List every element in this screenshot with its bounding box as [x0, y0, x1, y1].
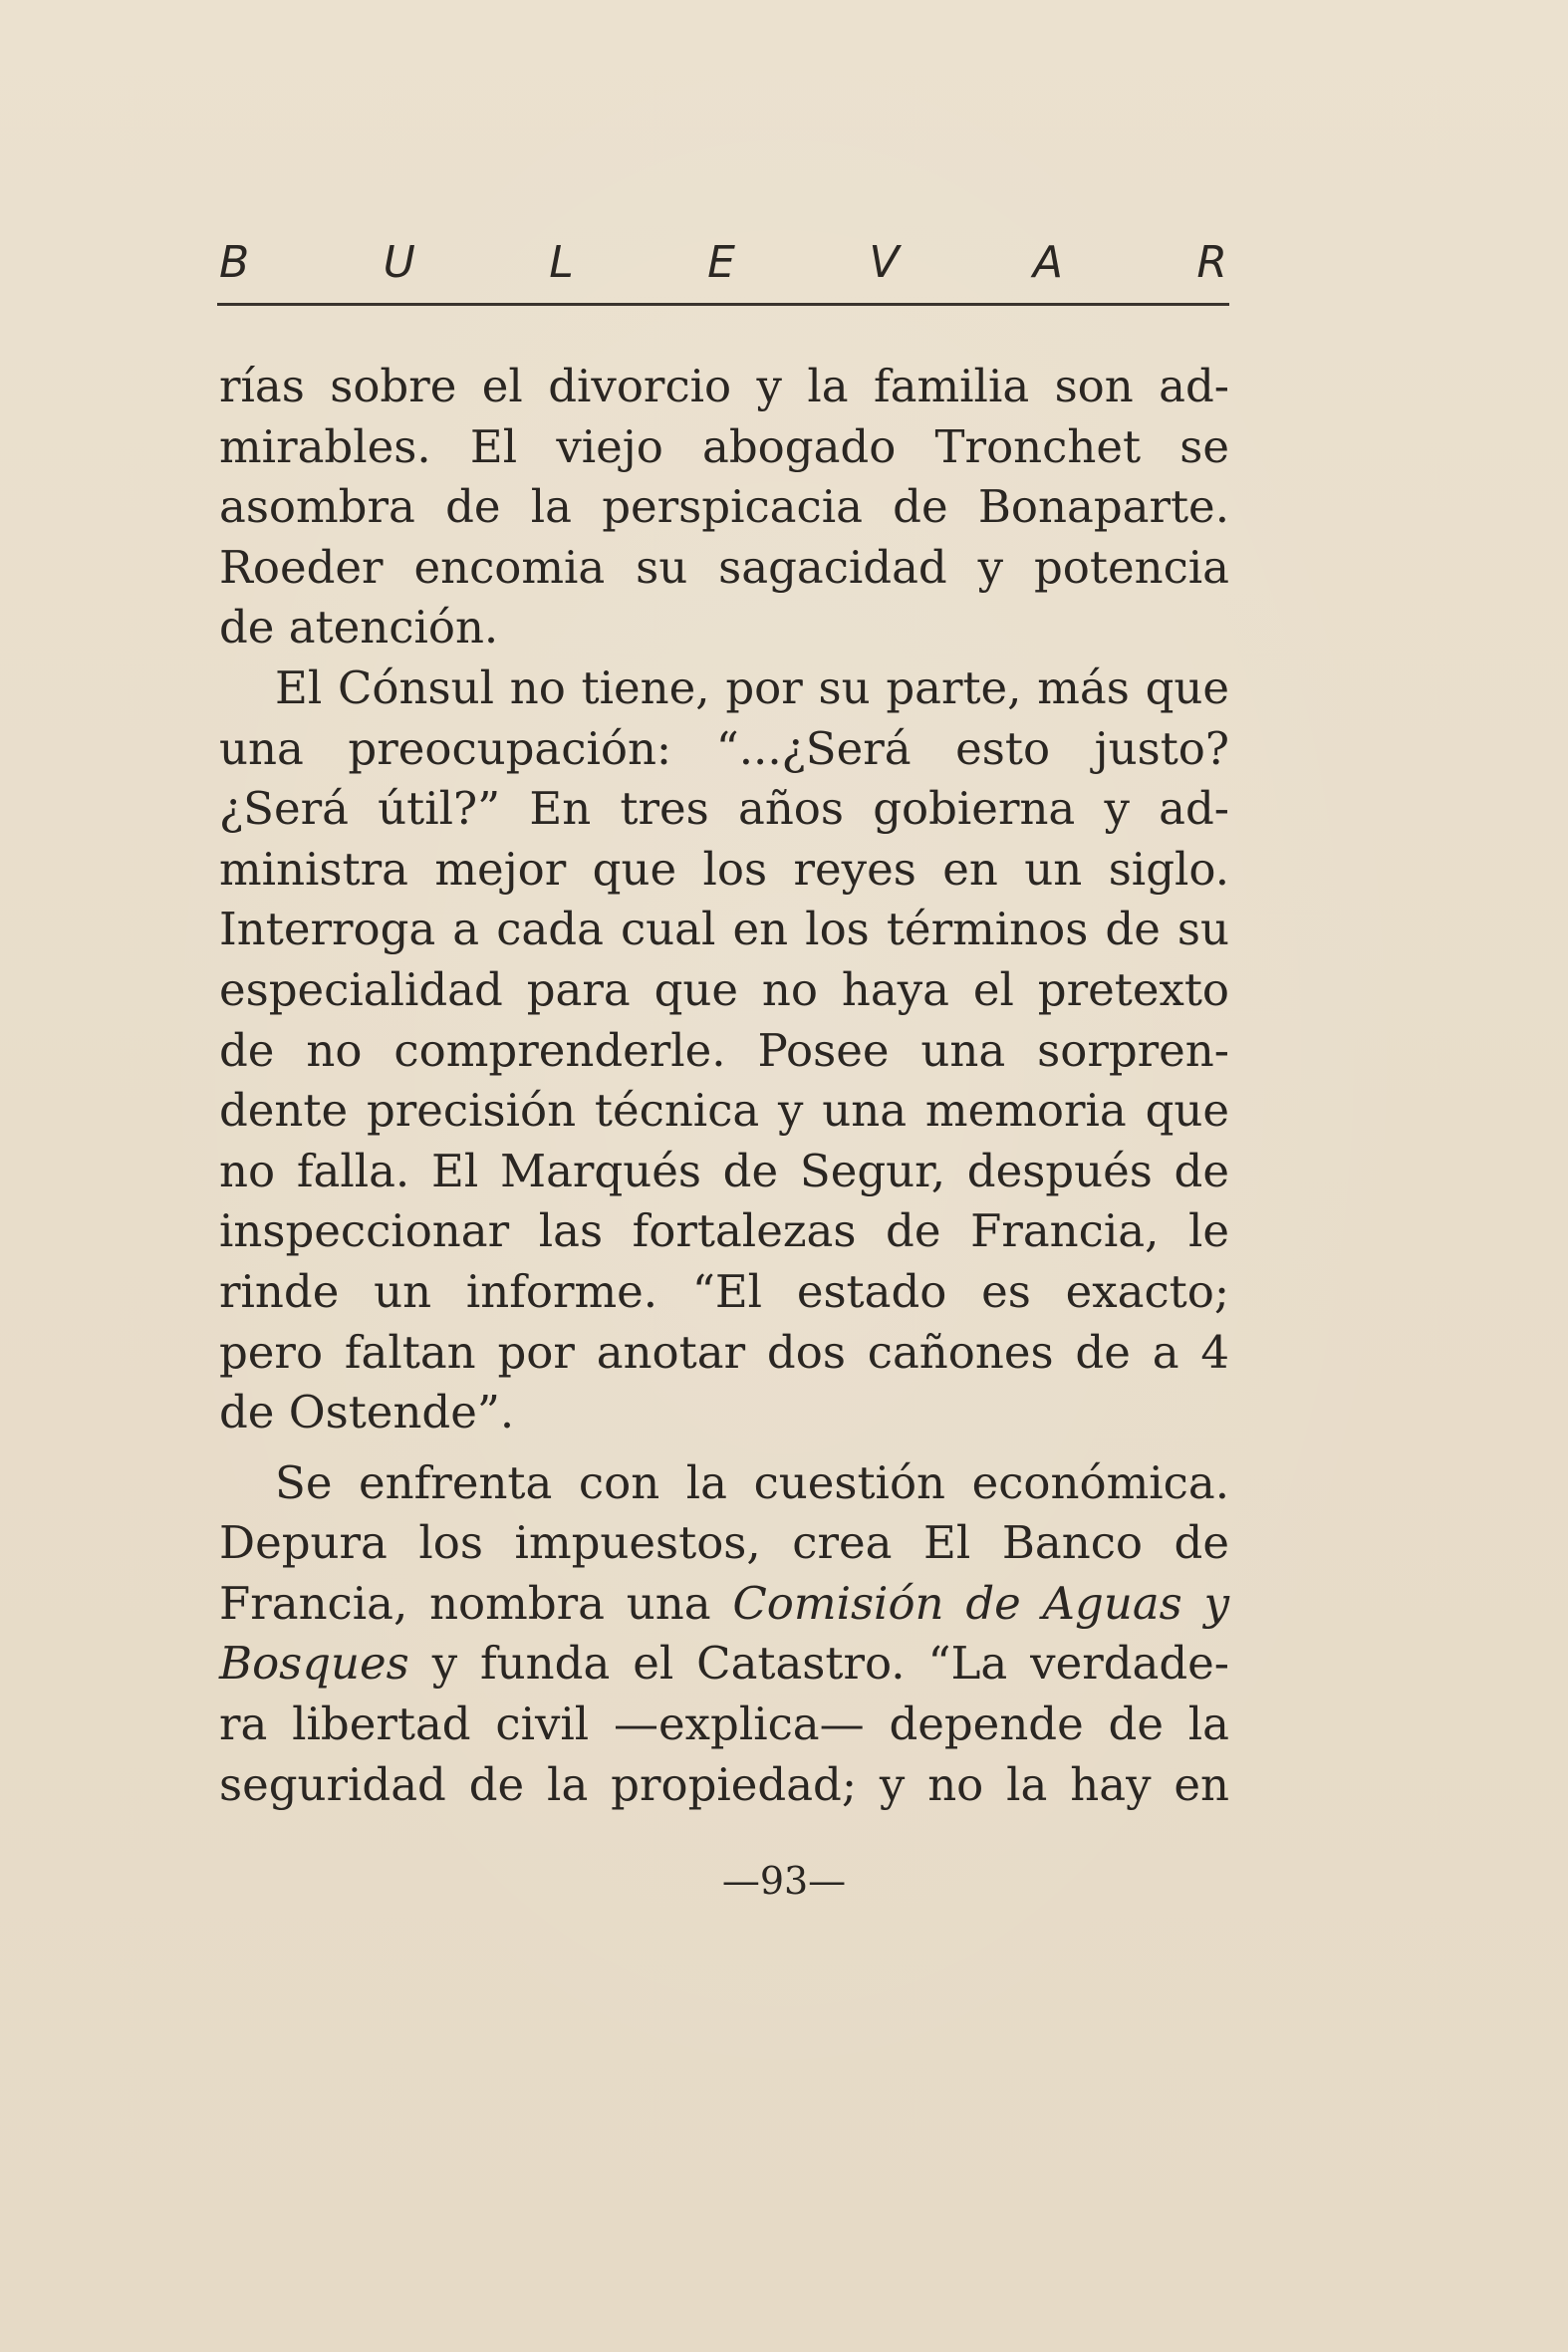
- text-line: [219, 1574, 1229, 1635]
- running-head-letter: R: [1196, 237, 1227, 288]
- text-line: Interroga a cada cual en los términos de su: [219, 903, 1229, 956]
- text-line: rías sobre el divorcio y la familia son ad-: [219, 360, 1229, 412]
- text-line: de atención.: [219, 601, 499, 654]
- running-head-letter: E: [707, 237, 735, 288]
- text-line: especialidad para que no haya el pretexto: [219, 962, 1229, 1016]
- header-rule: [217, 303, 1229, 306]
- text-line: mirables. El viejo abogado Tronchet se: [219, 419, 1229, 473]
- text-line: de Ostende”.: [219, 1386, 515, 1439]
- running-head: [219, 237, 1227, 288]
- text-line: Se enfrenta con la cuestión económica.: [275, 1455, 1229, 1509]
- text-line: Roeder encomia su sagacidad y potencia: [219, 540, 1229, 594]
- italic-title: Bosques: [219, 1637, 409, 1691]
- text-segment: y funda el Catastro. “La verdade-: [408, 1637, 1229, 1691]
- text-line: pero faltan por anotar dos cañones de a 4: [219, 1325, 1229, 1379]
- text-line: dente precisión técnica y una memoria que: [219, 1084, 1229, 1138]
- text-line: inspeccionar las fortalezas de Francia, le: [219, 1204, 1229, 1258]
- running-head-letter: B: [219, 237, 250, 288]
- italic-title: Comisión de Aguas y: [732, 1576, 1229, 1630]
- paragraph-gap: [219, 1443, 1229, 1453]
- text-line: [219, 1634, 1229, 1695]
- running-head-letter: A: [1032, 237, 1063, 288]
- text-line: rinde un informe. “El estado es exacto;: [219, 1264, 1229, 1318]
- running-head-letter: V: [869, 237, 900, 288]
- text-line: ministra mejor que los reyes en un siglo.: [219, 842, 1229, 896]
- running-head-letter: U: [383, 237, 415, 288]
- text-line: Depura los impuestos, crea El Banco de: [219, 1516, 1229, 1570]
- text-line: ra libertad civil —explica— depende de la: [219, 1698, 1229, 1751]
- text-line: ¿Será útil?” En tres años gobierna y ad-: [219, 782, 1229, 836]
- text-line: asombra de la perspicacia de Bonaparte.: [219, 480, 1229, 534]
- running-head-letter: L: [549, 237, 574, 288]
- text-line: de no comprenderle. Posee una sorpren-: [219, 1023, 1229, 1077]
- text-line: no falla. El Marqués de Segur, después de: [219, 1144, 1229, 1197]
- text-line: una preocupación: “...¿Será esto justo?: [219, 721, 1229, 775]
- body-text: [219, 357, 1229, 1815]
- text-segment: Francia, nombra una: [219, 1576, 733, 1630]
- text-line: El Cónsul no tiene, por su parte, más que: [275, 660, 1229, 714]
- page-number: —93—: [721, 1859, 847, 1903]
- text-line: seguridad de la propiedad; y no la hay en: [219, 1757, 1229, 1811]
